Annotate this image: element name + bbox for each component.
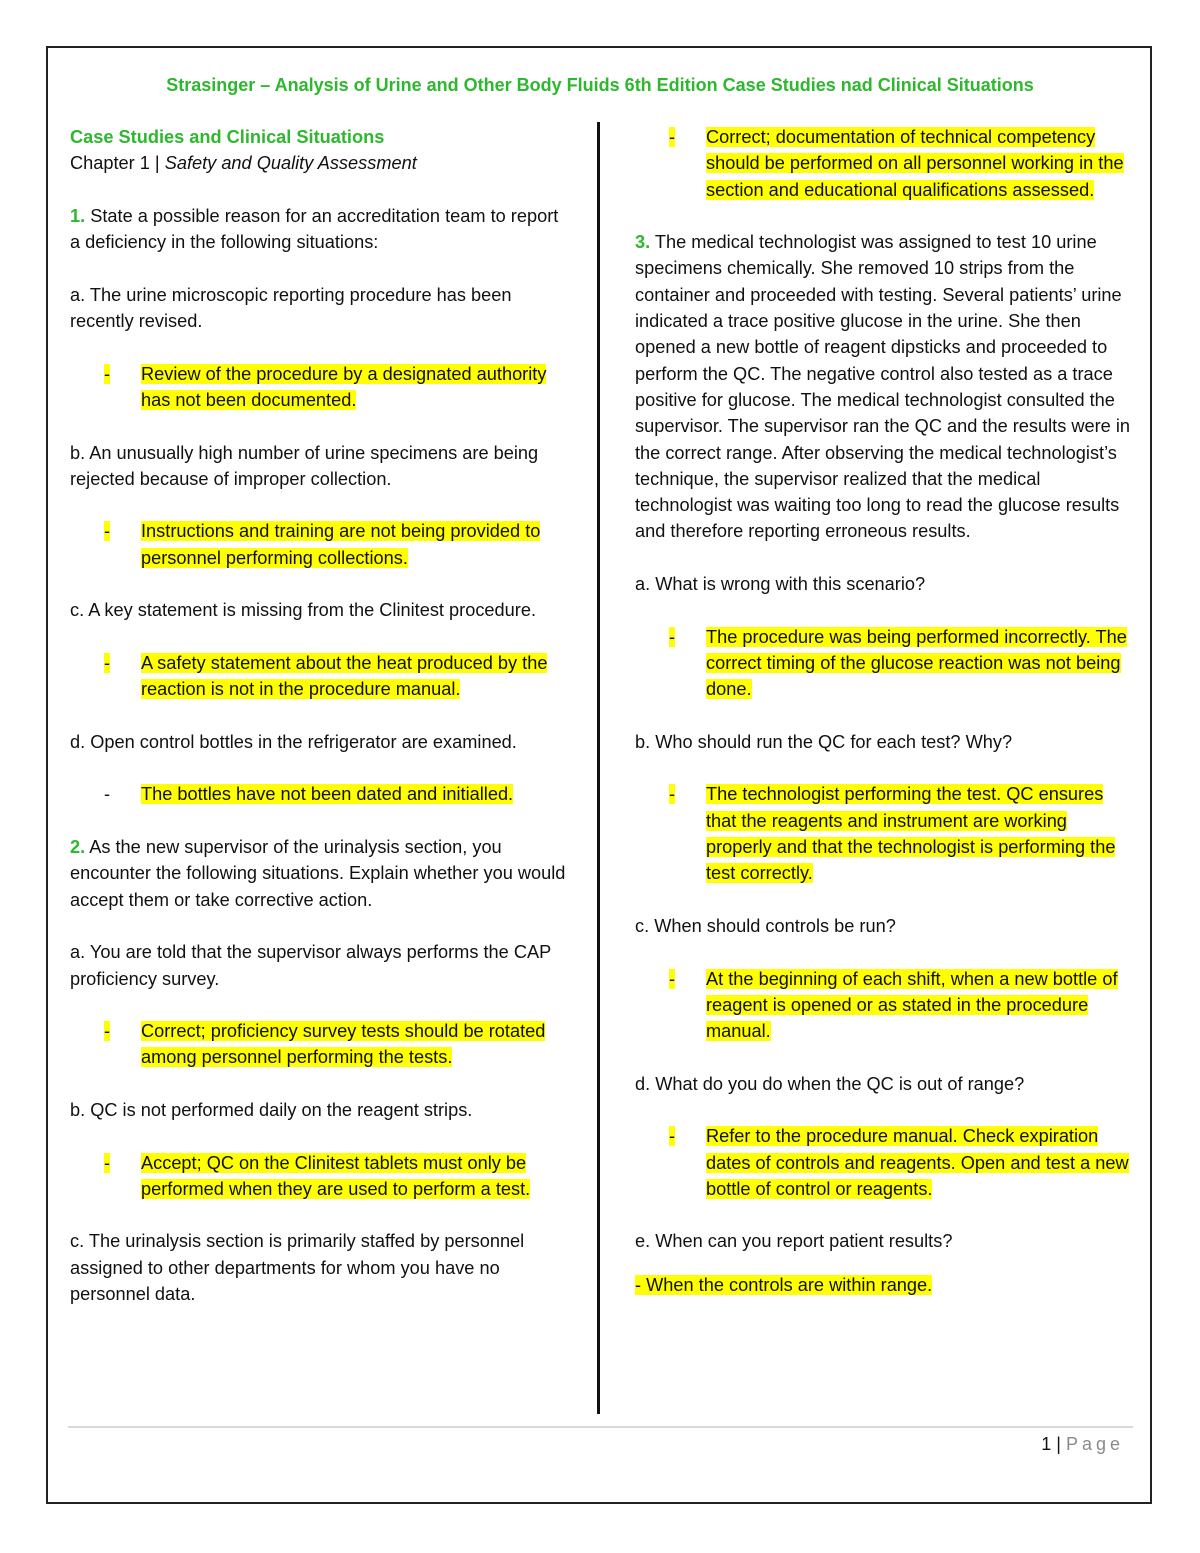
chapter-name: Safety and Quality Assessment [164,153,417,174]
answer-dash: - [104,652,111,673]
q3a-question: a. What is wrong with this scenario? [635,574,926,595]
answer-text: Refer to the procedure manual. Check expiration dates of controls and reagents. Open and test a new bottle of control or reagents. [706,1126,1129,1199]
left-column [70,124,570,1334]
q1d-question: d. Open control bottles in the refrigerator are examined. [70,731,517,752]
answer-dash: - [669,784,676,805]
page-number: 1 [1041,1434,1052,1454]
answer-text: Instructions and training are not being provided to personnel performing collections. [141,521,541,568]
q1c-question: c. A key statement is missing from the Clinitest procedure. [70,600,536,621]
chapter-prefix: Chapter 1 | [70,153,165,174]
question-1 [70,203,570,256]
answer-dash: - [669,1126,676,1147]
answer-dash: - [669,968,676,989]
q3d-question: d. What do you do when the QC is out of range? [635,1073,1025,1094]
answer-text: The procedure was being performed incorrectly. The correct timing of the glucose reaction was not being done. [706,626,1127,700]
q1a-question: a. The urine microscopic reporting procedure has been recently revised. [70,284,512,332]
q3e-question: e. When can you report patient results? [635,1231,953,1252]
answer-text: The technologist performing the test. QC ensures that the reagents and instrument are working properly and that the technologist is performing the test correctly. [706,784,1116,884]
column-divider [597,122,600,1414]
right-column [635,124,1135,1324]
question-number: 3. [635,232,651,253]
answer-dash: - [669,626,676,647]
q2c-question: c. The urinalysis section is primarily staffed by personnel assigned to other departments for whom you have no personnel data. [70,1231,525,1305]
answer-text: A safety statement about the heat produced by the reaction is not in the procedure manual. [141,652,548,700]
answer-dash: - [104,1152,111,1173]
answer-dash: - [104,363,111,384]
answer-text: - When the controls are within range. [635,1274,933,1295]
section-heading: Case Studies and Clinical Situations [70,127,385,147]
question-text: State a possible reason for an accreditation team to report a deficiency in the following situations: [70,205,559,253]
page-footer [1041,1432,1124,1456]
q2a-answer [104,1018,570,1071]
answer-text: Review of the procedure by a designated authority has not been documented. [141,363,547,410]
answer-dash: - [669,127,676,147]
answer-text: Accept; QC on the Clinitest tablets must only be performed when they are used to perform a test. [141,1152,531,1199]
footer-rule [68,1426,1133,1428]
answer-dash: - [104,784,111,805]
answer-text: At the beginning of each shift, when a new bottle of reagent is opened or as stated in the procedure manual. [706,968,1118,1042]
q2b-answer [104,1150,570,1203]
q3a-answer [669,624,1135,703]
q3e-answer [635,1272,1135,1298]
q1a-answer [104,361,570,414]
q2b-question: b. QC is not performed daily on the reagent strips. [70,1099,473,1120]
question-text: As the new supervisor of the urinalysis section, you encounter the following situations. Explain whether you would accept them or take corrective action. [70,837,566,910]
page-word: Page [1065,1434,1124,1454]
question-3 [635,229,1135,545]
document-title: Strasinger – Analysis of Urine and Other Body Fluids 6th Edition Case Studies nad Clinical Situations [166,75,1034,95]
q2a-question: a. You are told that the supervisor always performs the CAP proficiency survey. [70,942,551,989]
question-number: 2. [70,837,86,858]
question-2 [70,834,570,913]
q1b-answer [104,518,570,571]
question-number: 1. [70,205,86,226]
answer-text: Correct; documentation of technical competency should be performed on all personnel working in the section and educational qualifications assessed. [706,127,1124,200]
q1c-answer [104,650,570,703]
q3c-answer [669,966,1135,1045]
q3d-answer [669,1123,1135,1202]
q3c-question: c. When should controls be run? [635,915,896,936]
q1b-question: b. An unusually high number of urine specimens are being rejected because of improper collection. [70,442,539,489]
footer-separator: | [1051,1434,1066,1454]
q3b-answer [669,781,1135,886]
answer-text: Correct; proficiency survey tests should be rotated among personnel performing the tests. [141,1021,546,1068]
chapter-line [70,150,570,176]
answer-text: The bottles have not been dated and initialled. [141,784,514,805]
q1d-answer [104,781,570,807]
answer-dash: - [104,521,111,542]
q2c-answer [669,124,1135,203]
question-text: The medical technologist was assigned to test 10 urine specimens chemically. She removed 10 strips from the container and proceeded with testing. Several patients’ urine indicated a trace positive glucose in the urine. She then opened a new bottle of reagent dipsticks and proceeded to perform the QC. The negative control also tested as a trace positive for glucose. The medical technologist consulted the supervisor. The supervisor ran the QC and the results were in the correct range. After observing the medical technologist’s technique, the supervisor realized that the medical technologist was waiting too long to read the glucose results and therefore reporting erroneous results. [635,232,1131,542]
answer-dash: - [104,1021,111,1042]
q3b-question: b. Who should run the QC for each test? Why? [635,731,1013,752]
